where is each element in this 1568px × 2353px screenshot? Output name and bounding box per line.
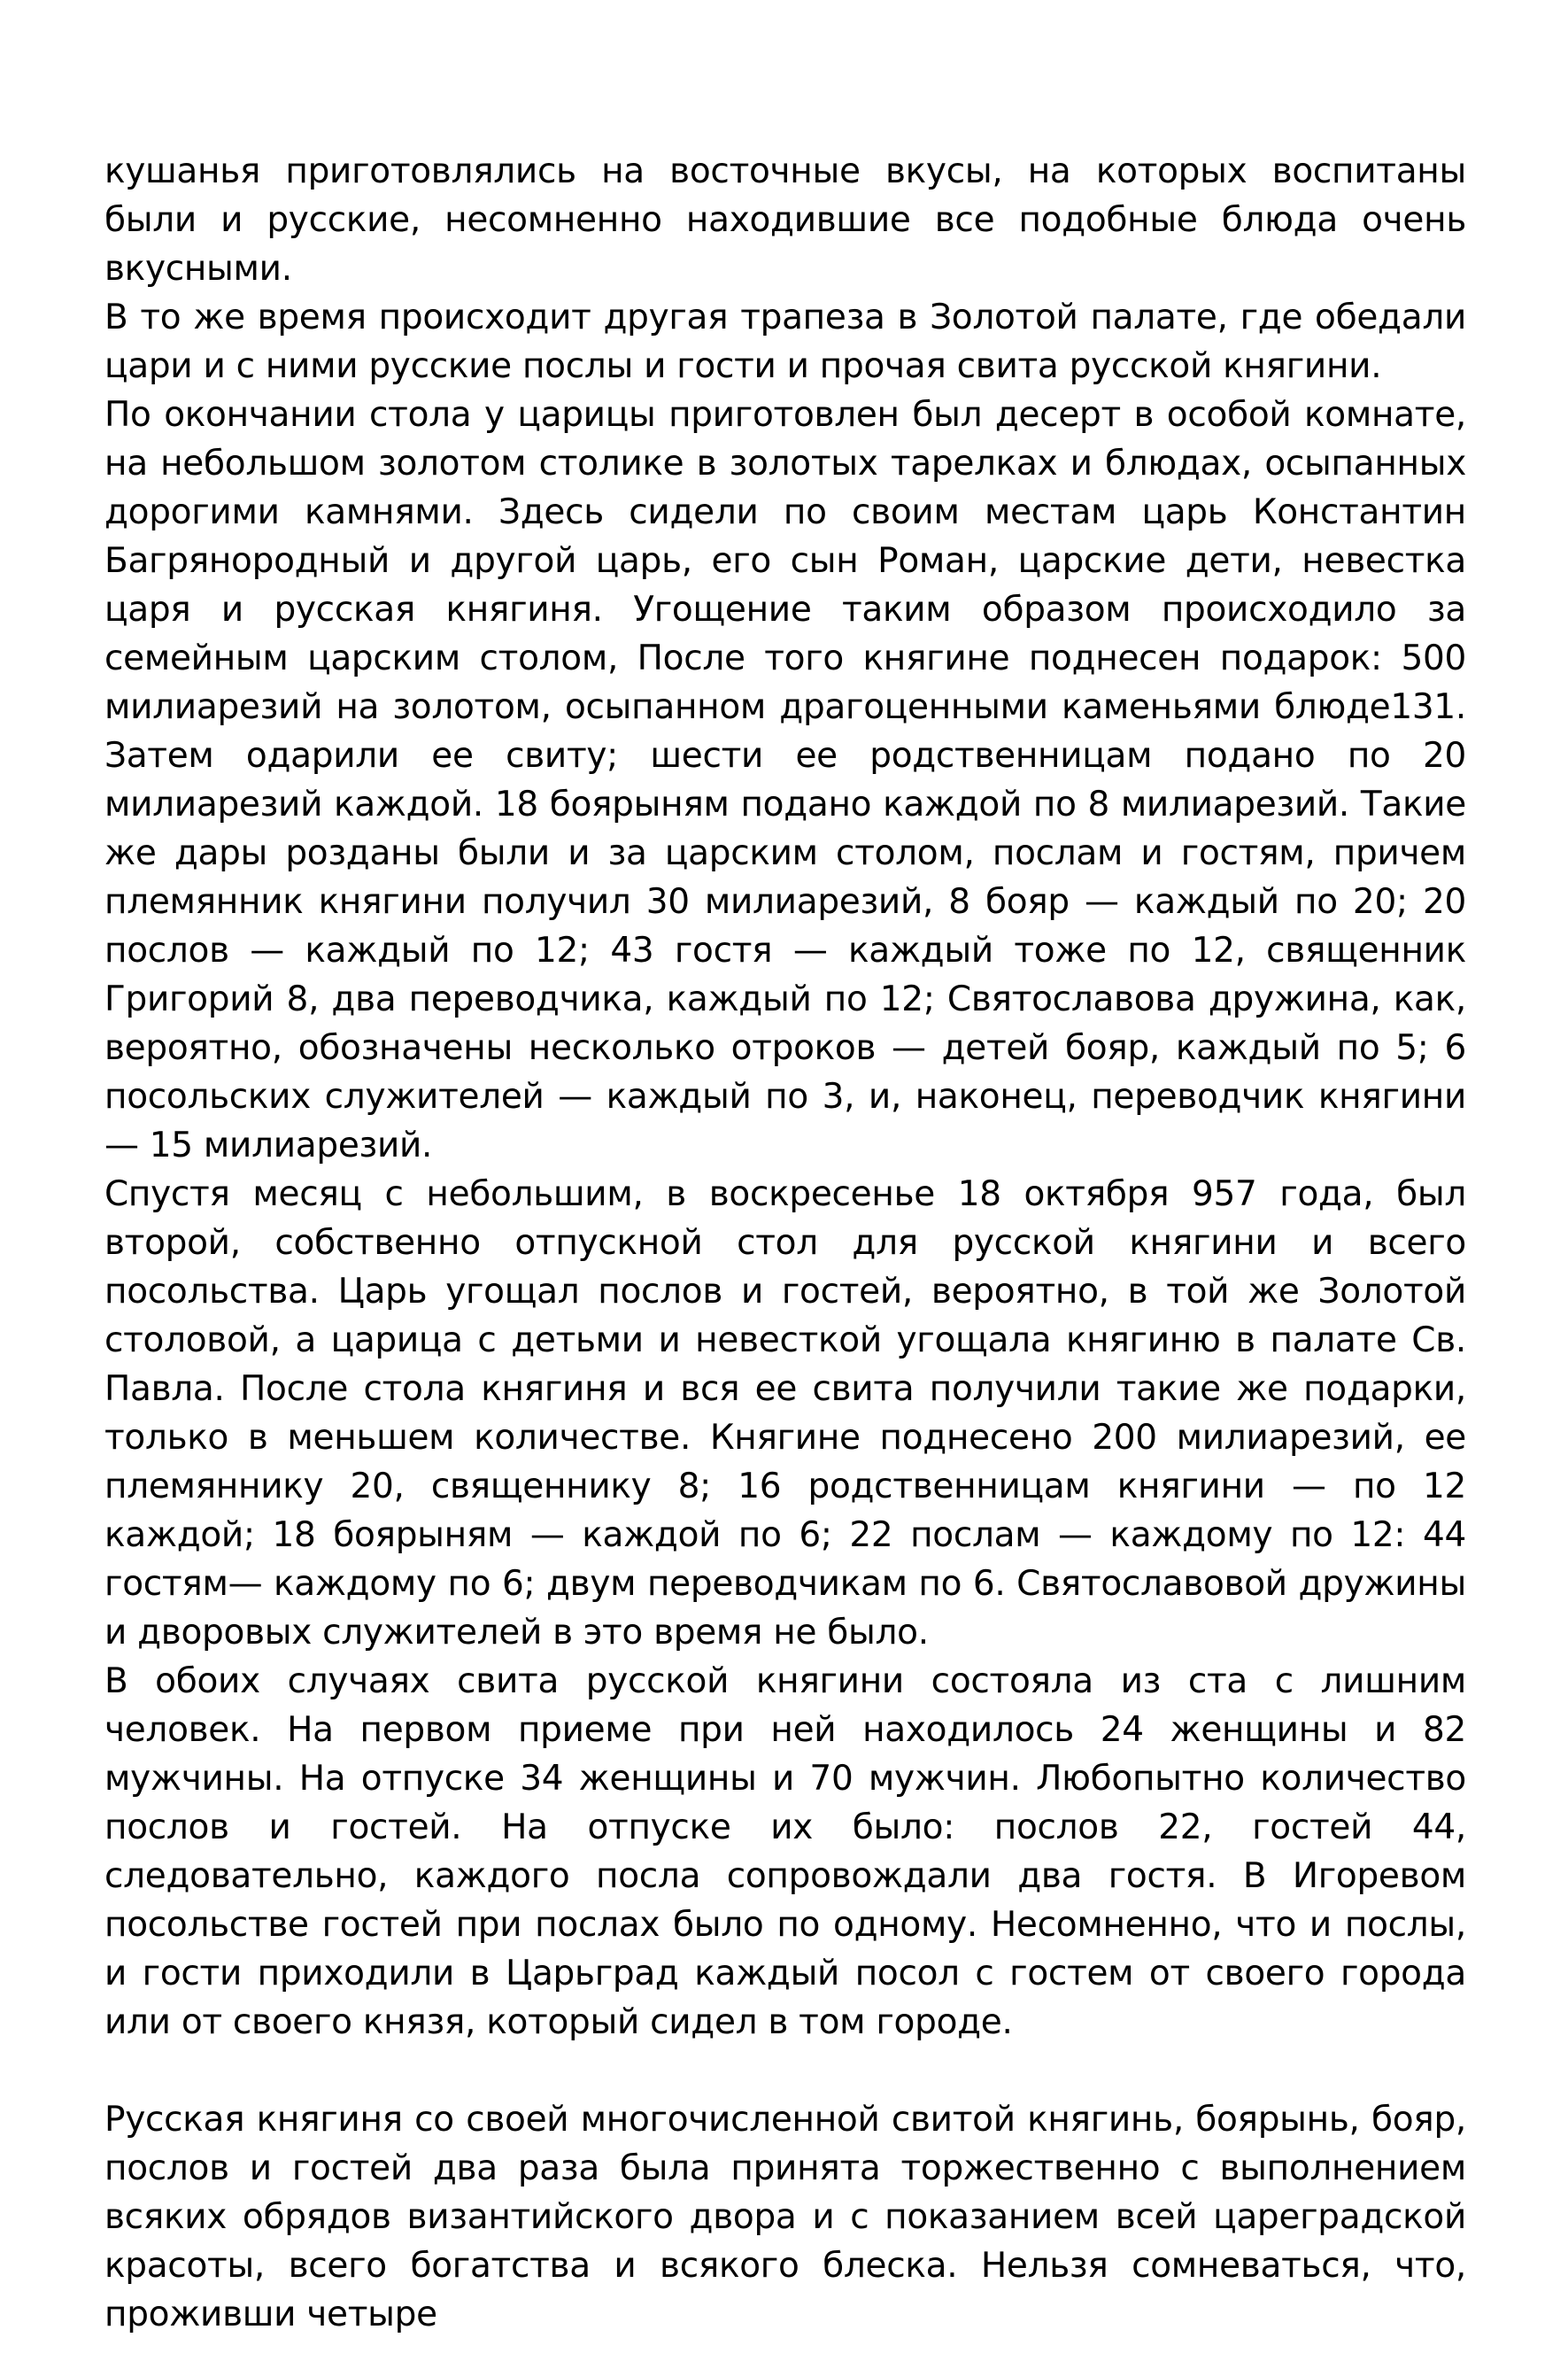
paragraph-3: По окончании стола у царицы приготовлен был десерт в особой комнате, на небольшом золотом столике в золотых тарелках и блюдах, осыпанных дорогими камнями. Здесь сидели по своим местам царь Константин Багрянородный и другой царь, его сын Роман, царские дети, невестка царя и русская княгиня. Угощение таким образом происходило за семейным царским столом, После того княгине поднесен подарок: 500 милиарезий на золотом, осыпанном драгоценными каменьями блюде131. Затем одарили ее свиту; шести ее родственницам подано по 20 милиарезий каждой. 18 боярыням подано каждой по 8 милиарезий. Такие же дары розданы были и за царским столом, послам и гостям, причем племянник княгини получил 30 милиарезий, 8 бояр — каждый по 20; 20 послов — каждый по 12; 43 гостя — каждый тоже по 12, священник Григорий 8, два переводчика, каждый по 12; Святославова дружина, как, вероятно, обозначены несколько отроков — детей бояр, каждый по 5; 6 посольских служителей — каждый по 3, и, наконец, переводчик княгини — 15 милиарезий.	[104, 395, 1466, 1165]
document-body	[104, 147, 1466, 2339]
paragraph-1: кушанья приготовлялись на восточные вкусы, на которых воспитаны были и русские, несомненно находившие все подобные блюда очень вкусными.	[104, 151, 1466, 289]
paragraph-5: В обоих случаях свита русской княгини состояла из ста с лишним человек. На первом приеме при ней находилось 24 женщины и 82 мужчины. На отпуске 34 женщины и 70 мужчин. Любопытно количество послов и гостей. На отпуске их было: послов 22, гостей 44, следовательно, каждого посла сопровождали два гостя. В Игоревом посольстве гостей при послах было по одному. Несомненно, что и послы, и гости приходили в Царьград каждый посол с гостем от своего города или от своего князя, который сидел в том городе.	[104, 1661, 1466, 2042]
paragraph-6: Русская княгиня со своей многочисленной свитой княгинь, боярынь, бояр, послов и гостей два раза была принята торжественно с выполнением всяких обрядов византийского двора и с показанием всей цареградской красоты, всего богатства и всякого блеска. Нельзя сомневаться, что, проживши четыре	[104, 2100, 1466, 2334]
paragraph-2: В то же время происходит другая трапеза в Золотой палате, где обедали цари и с ними русские послы и гости и прочая свита русской княгини.	[104, 298, 1466, 386]
paragraph-4: Спустя месяц с небольшим, в воскресенье 18 октября 957 года, был второй, собственно отпускной стол для русской княгини и всего посольства. Царь угощал послов и гостей, вероятно, в той же Золотой столовой, а царица с детьми и невесткой угощала княгиню в палате Св. Павла. После стола княгиня и вся ее свита получили такие же подарки, только в меньшем количестве. Княгине поднесено 200 милиарезий, ее племяннику 20, священнику 8; 16 родственницам княгини — по 12 каждой; 18 боярыням — каждой по 6; 22 послам — каждому по 12: 44 гостям— каждому по 6; двум переводчикам по 6. Святославовой дружины и дворовых служителей в это время не было.	[104, 1174, 1466, 1653]
